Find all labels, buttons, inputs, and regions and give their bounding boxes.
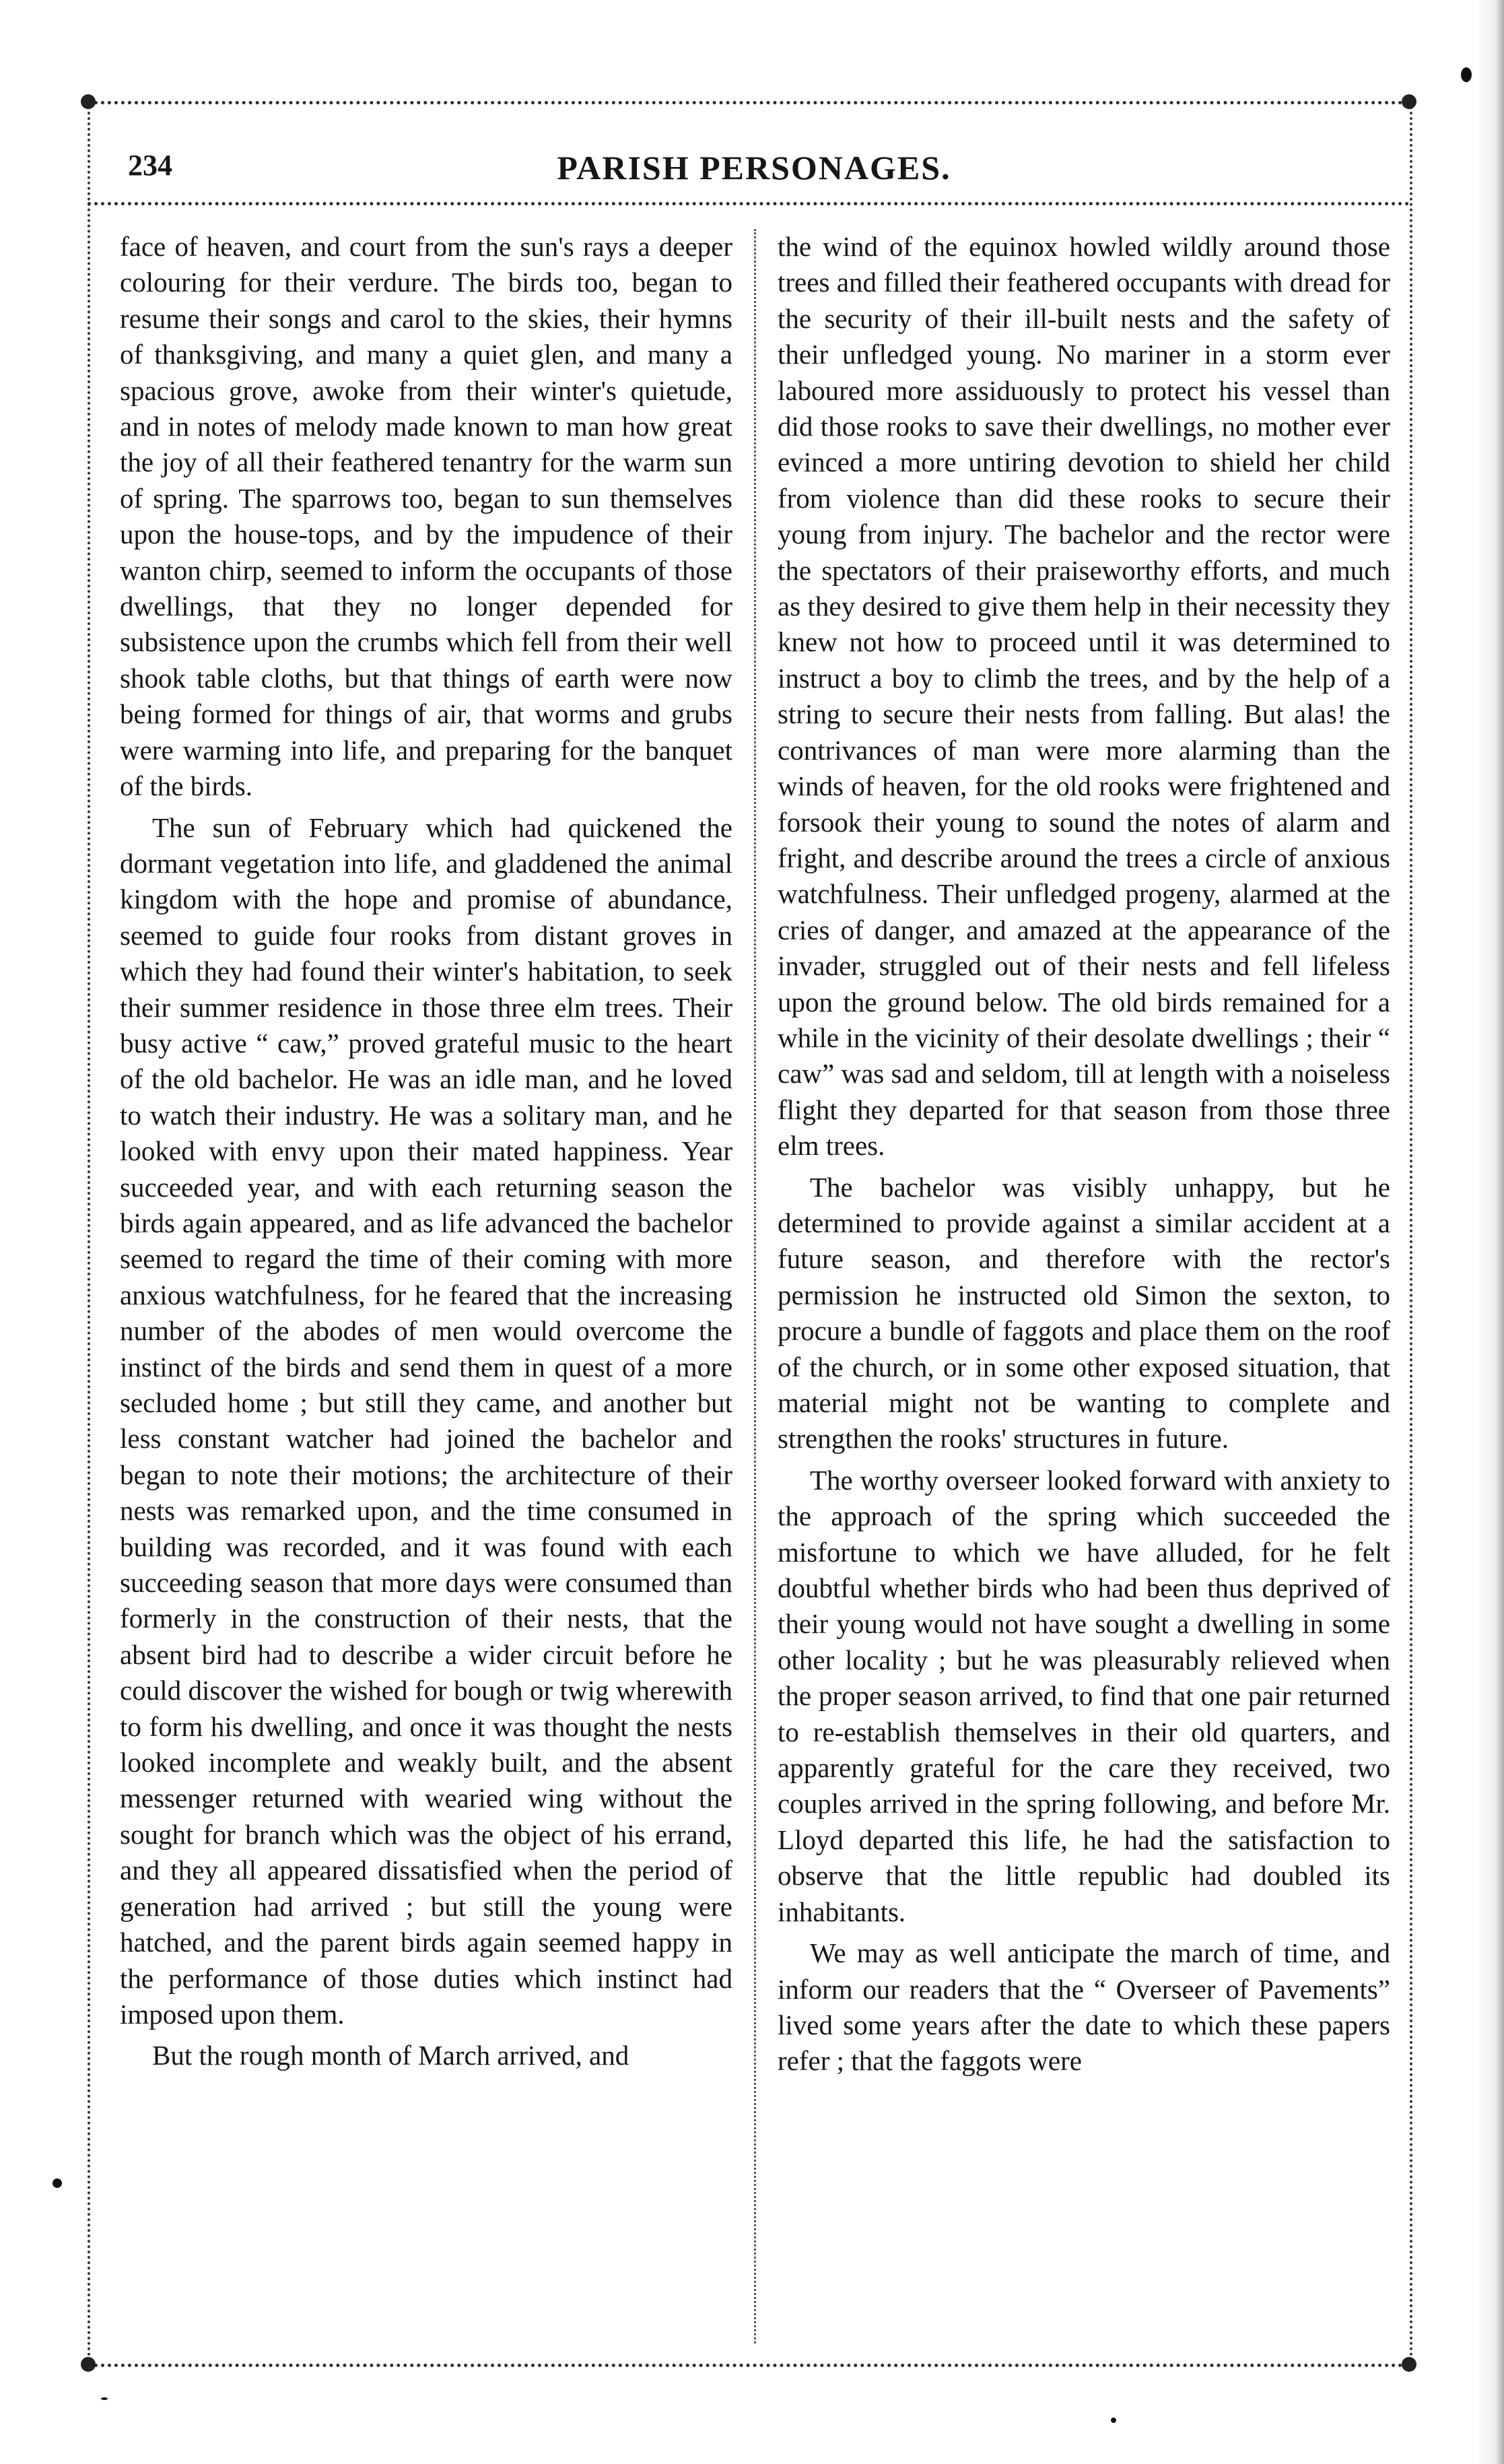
running-title: PARISH PERSONAGES. [557, 149, 951, 187]
page-header [128, 135, 1380, 195]
ink-speck [1111, 2418, 1116, 2423]
ink-speck [53, 2178, 62, 2188]
left-paragraph-3: But the rough month of March arrived, and [152, 2040, 629, 2071]
right-paragraph-3: The worthy overseer looked forward with anxiety to the approach of the spring which succeeded the misfortune to which we have alluded, for he felt doubtful whether birds who had been thus deprived of their young would not have sought a dwelling in some other locality ; but he was pleasurably relieved when the proper season arrived, to find that one pair returned to re-establish themselves in their old quarters, and apparently grateful for the care they received, two couples arrived in the spring following, and before Mr. Lloyd departed this life, he had the satisfaction to observe that the little republic had doubled its inhabitants. [778, 1464, 1390, 1927]
corner-ornament-top-left [81, 94, 96, 109]
right-paragraph-2: The bachelor was visibly unhappy, but he determined to provide against a similar accident at a future season, and therefore with the rector's permission he instructed old Simon the sexton, to procure a bundle of faggots and place them on the roof of the church, or in some other exposed situation, that material might not be wanting to complete and strengthen the rooks' structures in future. [778, 1171, 1390, 1455]
left-paragraph-2: The sun of February which had quickened the dormant vegetation into life, and gladdened the animal kingdom with the hope and promise of abundance, seemed to guide four rooks from distant groves in which they had found their winter's habitation, to seek their summer residence in those three elm trees. Their busy active “ caw,” proved grateful music to the heart of the old bachelor. He was an idle man, and he loved to watch their industry. He was a solitary man, and he looked with envy upon their mated happiness. Year succeeded year, and with each returning season the birds again appeared, and as life advanced the bachelor seemed to regard the time of their coming with more anxious watchfulness, for he feared that the increasing number of the abodes of men would overcome the instinct of the birds and send them in quest of a more secluded home ; but still they came, and another but less constant watcher had joined the bachelor and began to note their motions; the architecture of their nests was remarked upon, and the time consumed in building was recorded, and it was found with each succeeding season that more days were consumed than formerly in the construction of their nests, that the absent bird had to describe a wider circuit before he could discover the wished for bough or twig wherewith to form his dwelling, and once it was thought the nests looked incomplete and weakly built, and the absent messenger returned with wearied wing without the sought for branch which was the object of his errand, and they all appeared dissatisfied when the period of generation had arrived ; but still the young were hatched, and the parent birds again seemed happy in the performance of those duties which instinct had imposed upon them. [120, 811, 732, 2030]
column-divider [754, 229, 756, 2343]
bottom-ornamental-rule [88, 2364, 1410, 2375]
page-number: 234 [128, 149, 172, 182]
corner-ornament-bottom-left [81, 2357, 96, 2372]
right-text-column [778, 229, 1390, 2085]
ink-speck [1461, 67, 1472, 82]
right-paragraph-4: We may as well anticipate the march of time, and inform our readers that the “ Overseer of Pavements” lived some years after the date to which these papers refer ; that the faggots were [778, 1937, 1390, 2077]
left-paragraph-1: face of heaven, and court from the sun's rays a deeper colouring for their verdure. The birds too, began to resume their songs and carol to the skies, their hymns of thanksgiving, and many a quiet glen, and many a spacious grove, awoke from their winter's quietude, and in notes of melody made known to man how great the joy of all their feathered tenantry for the warm sun of spring. The sparrows too, began to sun themselves upon the house-tops, and by the impudence of their wanton chirp, seemed to inform the occupants of those dwellings, that they no longer depended for subsistence upon the crumbs which fell from their well shook table cloths, but that things of earth were now being formed for things of air, that worms and grubs were warming into life, and preparing for the banquet of the birds. [120, 231, 732, 802]
page-edge-shadow [1477, 0, 1504, 2464]
left-text-column [120, 229, 732, 2079]
corner-ornament-bottom-right [1402, 2357, 1416, 2372]
right-paragraph-1: the wind of the equinox howled wildly around those trees and filled their feathered occupants with dread for the security of their ill-built nests and the safety of their unfledged young. No mariner in a storm ever laboured more assiduously to protect his vessel than did those rooks to save their dwellings, no mother ever evinced a more untiring devotion to shield her child from violence than did these rooks to secure their young from injury. The bachelor and the rector were the spectators of their praiseworthy efforts, and much as they desired to give them help in their necessity they knew not how to proceed until it was determined to instruct a boy to climb the trees, and by the help of a string to secure their nests from falling. But alas! the contrivances of man were more alarming than the winds of heaven, for the old rooks were frightened and forsook their young to sound the notes of alarm and fright, and describe around the trees a circle of anxious watchfulness. Their unfledged progeny, alarmed at the cries of danger, and amazed at the appearance of the invader, struggled out of their nests and fell lifeless upon the ground below. The old birds remained for a while in the vicinity of their desolate dwellings ; their “ caw” was sad and seldom, till at length with a noiseless flight they departed for that season from those three elm trees. [778, 231, 1390, 1162]
ink-speck [101, 2397, 108, 2400]
corner-ornament-top-right [1402, 94, 1416, 109]
